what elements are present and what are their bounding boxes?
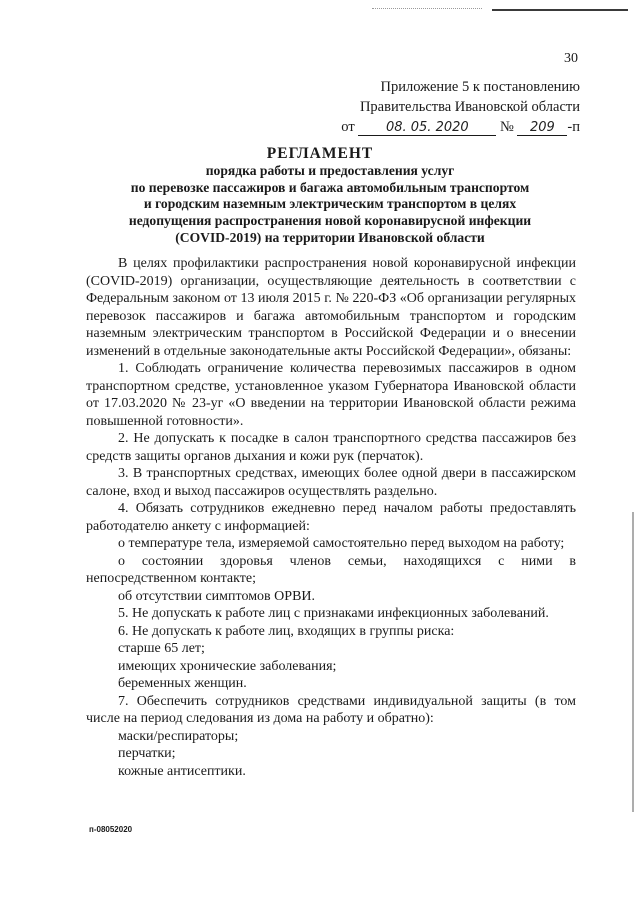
item-2-paragraph: 2. Не допускать к посадке в салон транспортного средства пассажиров без средств защиты органов дыхания и кожи рук (перчаток). [86, 431, 576, 464]
handwritten-number: 209 [517, 120, 567, 136]
handwritten-date: 08. 05. 2020 [358, 120, 496, 136]
appendix-date-row [280, 117, 580, 137]
number-suffix: -п [567, 119, 580, 135]
item-6-subitem: беременных женщин. [118, 676, 247, 691]
document-subtitle [80, 163, 580, 247]
document-body [86, 255, 576, 780]
subtitle-line: недопущения распространения новой коронавирусной инфекции [128, 213, 532, 229]
item-3-paragraph: 3. В транспортных средствах, имеющих более одной двери в пассажирском салоне, вход и выход пассажиров осуществлять раздельно. [86, 466, 576, 499]
subtitle-line: порядка работы и предоставления услуг [205, 163, 455, 178]
intro-paragraph: В целях профилактики распространения новой коронавирусной инфекции (COVID-2019) организации, осуществляющие деятельность в соответствии с Федеральным законом от 13 июля 2015 г. № 220-ФЗ «Об организации регулярных перевозок пассажиров и багажа автомобильным транспортом и городским наземным электрическим транспортом в Российской Федерации и о внесении изменений в отдельные законодательные акты Российской Федерации», обязаны: [86, 256, 576, 359]
item-7-subitem: перчатки; [118, 746, 176, 761]
item-4-paragraph: 4. Обязать сотрудников ежедневно перед началом работы предоставлять работодателю анкету с информацией: [86, 501, 576, 534]
item-6-paragraph: 6. Не допускать к работе лиц, входящих в группы риска: [118, 623, 455, 639]
item-7-subitem: маски/респираторы; [118, 728, 239, 744]
number-prefix: № [499, 119, 514, 135]
appendix-line-2: Правительства Ивановской области [359, 99, 580, 115]
item-1-paragraph: 1. Соблюдать ограничение количества перевозимых пассажиров в одном транспортном средстве, установленное указом Губернатора Ивановской области от 17.03.2020 № 23-уг «О введении на территории Ивановской области режима повышенной готовности». [86, 361, 576, 429]
item-4-subitem: о состоянии здоровья членов семьи, находящихся с ними в непосредственном контакте; [86, 553, 576, 586]
item-4-subitem: о температуре тела, измеряемой самостоятельно перед выходом на работу; [118, 536, 565, 551]
subtitle-line: (COVID-2019) на территории Ивановской области [175, 229, 485, 245]
page-number: 30 [564, 51, 578, 66]
scan-artifact-right-edge [632, 512, 634, 812]
subtitle-line: и городским наземным электрическим транспортом в целях [143, 196, 517, 212]
scan-artifact-top-line [492, 9, 628, 11]
item-7-subitem: кожные антисептики. [118, 763, 246, 779]
appendix-line-1: Приложение 5 к постановлению [380, 79, 580, 95]
subtitle-line: по перевозке пассажиров и багажа автомобильным транспортом [130, 179, 530, 195]
scan-artifact-top [372, 8, 482, 10]
item-5-paragraph: 5. Не допускать к работе лиц с признаками инфекционных заболеваний. [118, 606, 549, 621]
date-prefix: от [341, 119, 355, 135]
item-4-subitem: об отсутствии симптомов ОРВИ. [118, 588, 316, 604]
document-title: РЕГЛАМЕНТ [266, 145, 374, 162]
item-7-paragraph: 7. Обеспечить сотрудников средствами индивидуальной защиты (в том числе на период следования из дома на работу и обратно): [86, 693, 576, 726]
footer-code: п-08052020 [89, 825, 133, 834]
item-6-subitem: старше 65 лет; [118, 641, 205, 656]
appendix-block [280, 77, 580, 137]
item-6-subitem: имеющих хронические заболевания; [118, 658, 337, 674]
